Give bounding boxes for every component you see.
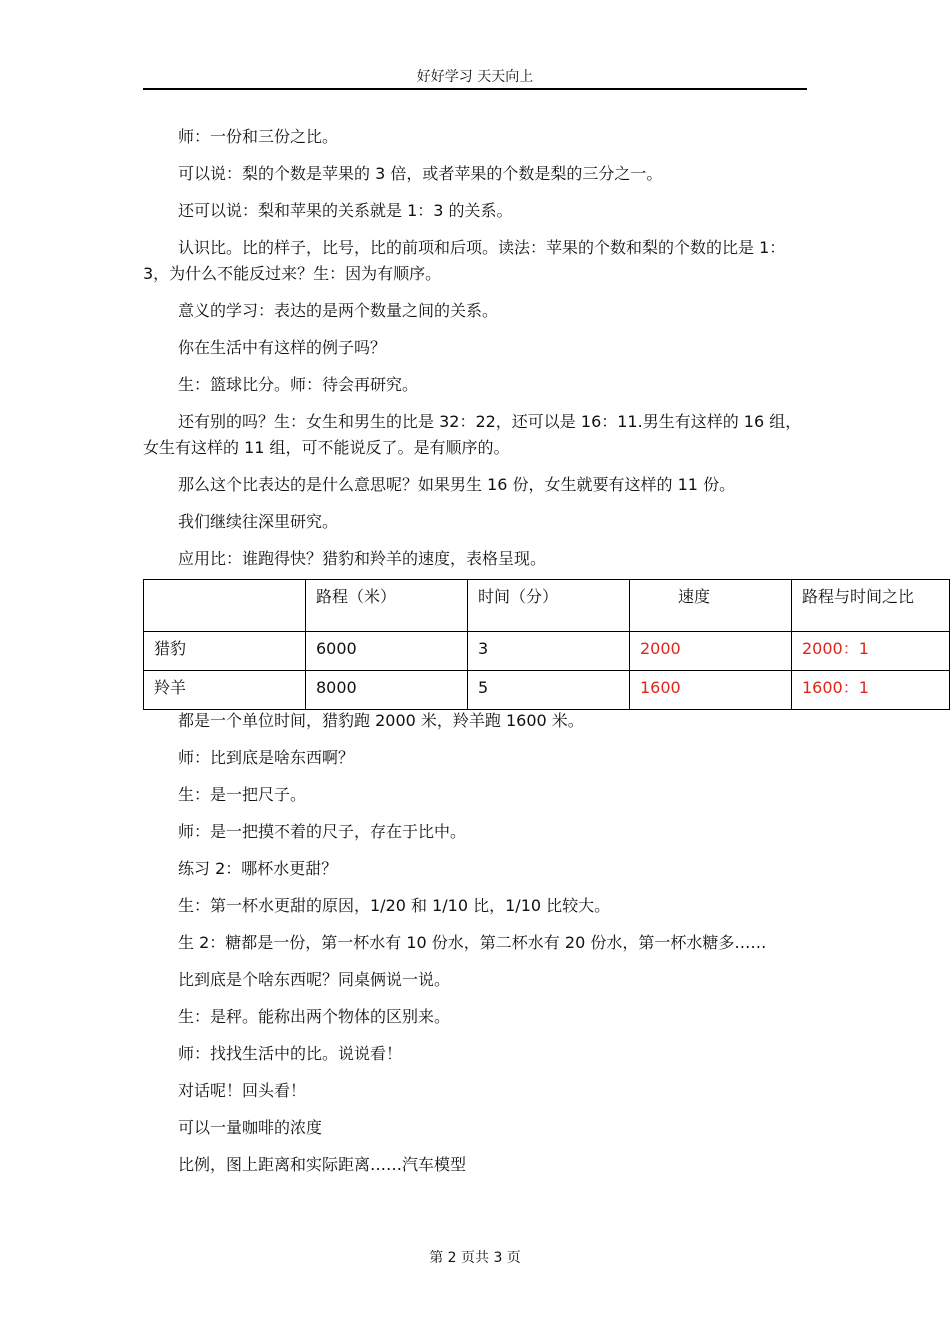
paragraph: 比例，图上距离和实际距离……汽车模型 xyxy=(178,1155,467,1174)
paragraph: 可以说：梨的个数是苹果的 3 倍，或者苹果的个数是梨的三分之一。 xyxy=(178,164,663,183)
table-header-cell: 速度 xyxy=(630,580,792,632)
paragraph: 你在生活中有这样的例子吗？ xyxy=(178,338,387,357)
table-cell: 8000 xyxy=(306,671,468,710)
table-header-cell: 时间（分） xyxy=(468,580,630,632)
table-header-cell: 路程与时间之比 xyxy=(792,580,950,632)
page-footer: 第 2 页共 3 页 xyxy=(429,1250,521,1266)
paragraph: 认识比。比的样子，比号，比的前项和后项。读法：苹果的个数和梨的个数的比是 1：3，为什么不能反过来？生：因为有顺序。 xyxy=(143,238,786,283)
paragraph: 师：是一把摸不着的尺子，存在于比中。 xyxy=(178,822,467,841)
table-cell-answer: 1600：1 xyxy=(792,671,950,710)
paragraph: 我们继续往深里研究。 xyxy=(178,512,339,531)
table-row xyxy=(144,671,950,710)
table-cell: 6000 xyxy=(306,632,468,671)
paragraph: 练习 2：哪杯水更甜？ xyxy=(178,859,338,878)
page-header: 好好学习 天天向上 xyxy=(416,69,534,85)
paragraph: 可以一量咖啡的浓度 xyxy=(178,1118,323,1137)
table-cell: 羚羊 xyxy=(144,671,306,710)
paragraph: 意义的学习：表达的是两个数量之间的关系。 xyxy=(178,301,499,320)
paragraph: 生：第一杯水更甜的原因，1/20 和 1/10 比，1/10 比较大。 xyxy=(178,896,611,915)
paragraph: 还可以说：梨和苹果的关系就是 1：3 的关系。 xyxy=(178,201,513,220)
table-cell-answer: 2000 xyxy=(630,632,792,671)
paragraph: 比到底是个啥东西呢？同桌俩说一说。 xyxy=(178,970,451,989)
table-header-row xyxy=(144,580,950,632)
speed-table xyxy=(143,579,950,710)
table-cell: 3 xyxy=(468,632,630,671)
paragraph: 师：一份和三份之比。 xyxy=(178,127,339,146)
table-cell-answer: 2000：1 xyxy=(792,632,950,671)
table-row xyxy=(144,632,950,671)
paragraph: 师：找找生活中的比。说说看！ xyxy=(178,1044,403,1063)
paragraph: 生：是一把尺子。 xyxy=(178,785,307,804)
table-cell-answer: 1600 xyxy=(630,671,792,710)
paragraph: 对话呢！回头看！ xyxy=(178,1081,307,1100)
table-cell: 猎豹 xyxy=(144,632,306,671)
paragraph: 还有别的吗？生：女生和男生的比是 32：22，还可以是 16：11.男生有这样的 16 组，女生有这样的 11 组，可不能说反了。是有顺序的。 xyxy=(143,412,802,457)
paragraph: 师：比到底是啥东西啊？ xyxy=(178,748,355,767)
paragraph: 那么这个比表达的是什么意思呢？如果男生 16 份，女生就要有这样的 11 份。 xyxy=(178,475,736,494)
paragraph: 生：是秤。能称出两个物体的区别来。 xyxy=(178,1007,451,1026)
table-cell: 5 xyxy=(468,671,630,710)
header-rule xyxy=(143,88,807,90)
paragraph: 生 2：糖都是一份，第一杯水有 10 份水，第二杯水有 20 份水，第一杯水糖多…… xyxy=(178,933,767,952)
body-text-top xyxy=(143,124,807,583)
body-text-bottom xyxy=(143,708,807,1189)
paragraph: 生：篮球比分。师：待会再研究。 xyxy=(178,375,419,394)
paragraph: 应用比：谁跑得快？猎豹和羚羊的速度，表格呈现。 xyxy=(178,549,547,568)
table-header-cell xyxy=(144,580,306,632)
table-header-cell: 路程（米） xyxy=(306,580,468,632)
paragraph: 都是一个单位时间，猎豹跑 2000 米，羚羊跑 1600 米。 xyxy=(178,711,584,730)
